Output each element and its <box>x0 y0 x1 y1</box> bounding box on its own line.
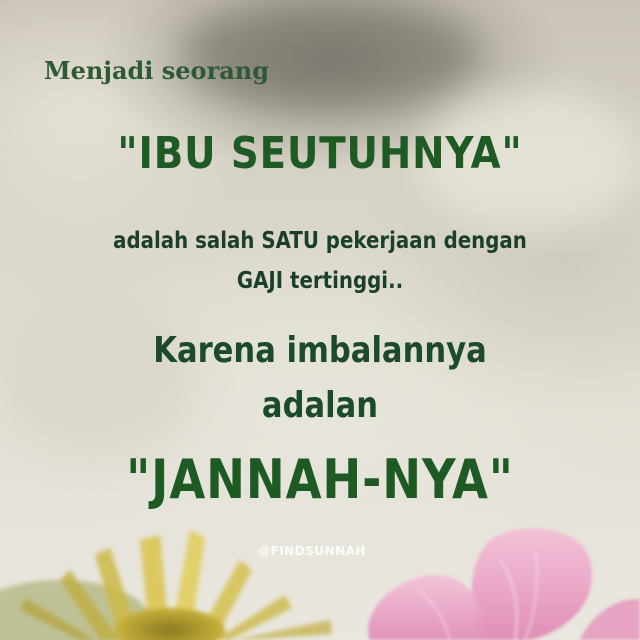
background-blur-dark <box>180 0 480 110</box>
pink-flower-icon <box>350 520 640 640</box>
watermark-handle: @FINDSUNNAH <box>258 544 366 558</box>
quote-line-adalan: adalan <box>261 385 379 426</box>
quote-line-jannah: "JANNAH-NYA" <box>126 448 514 511</box>
background-blur-mid <box>0 300 200 460</box>
quote-line-ibu-seutuhnya: "IBU SEUTUHNYA" <box>117 128 523 179</box>
quote-line-karena: Karena imbalannya <box>153 330 487 371</box>
quote-line-pekerjaan: adalah salah SATU pekerjaan dengan <box>113 228 527 254</box>
yellow-flower-icon <box>0 500 360 640</box>
quote-line-intro: Menjadi seorang <box>44 56 269 85</box>
quote-line-gaji: GAJI tertinggi.. <box>236 268 404 294</box>
